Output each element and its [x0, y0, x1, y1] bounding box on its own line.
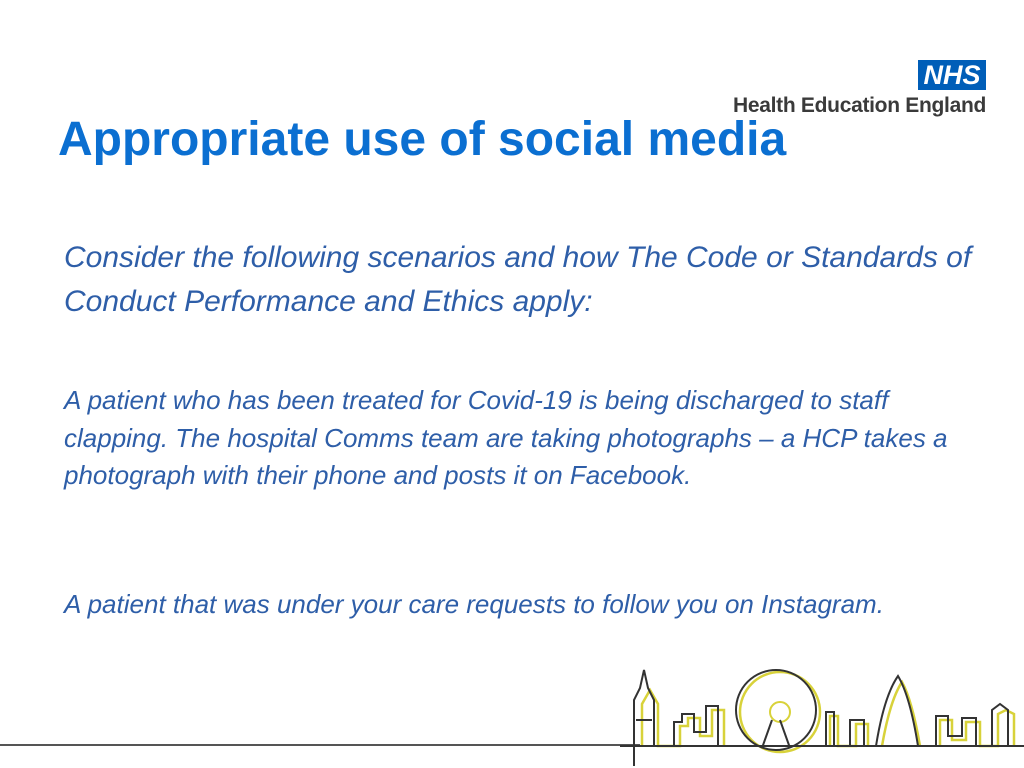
slide-title: Appropriate use of social media	[58, 113, 787, 166]
scenario-2: A patient that was under your care requests to follow you on Instagram.	[64, 589, 884, 619]
footer-line	[0, 744, 640, 746]
london-eye-leg-right	[780, 720, 790, 748]
scenario-1: A patient who has been treated for Covid-19 is being discharged to staff clapping. The hospital Comms team are taking photographs – a HCP takes a photograph with their phone and posts it on Facebook.	[64, 385, 948, 490]
intro-text: Consider the following scenarios and how The Code or Standards of Conduct Performance and Ethics apply:	[64, 241, 972, 318]
organisation-name: Health Education England	[733, 94, 986, 117]
nhs-logo-badge: NHS	[918, 60, 986, 90]
london-skyline-illustration	[620, 660, 1024, 768]
london-eye-outline	[736, 670, 816, 750]
london-eye-accent	[740, 672, 820, 752]
london-eye-leg-left	[762, 720, 772, 748]
london-eye-hub	[770, 702, 790, 722]
